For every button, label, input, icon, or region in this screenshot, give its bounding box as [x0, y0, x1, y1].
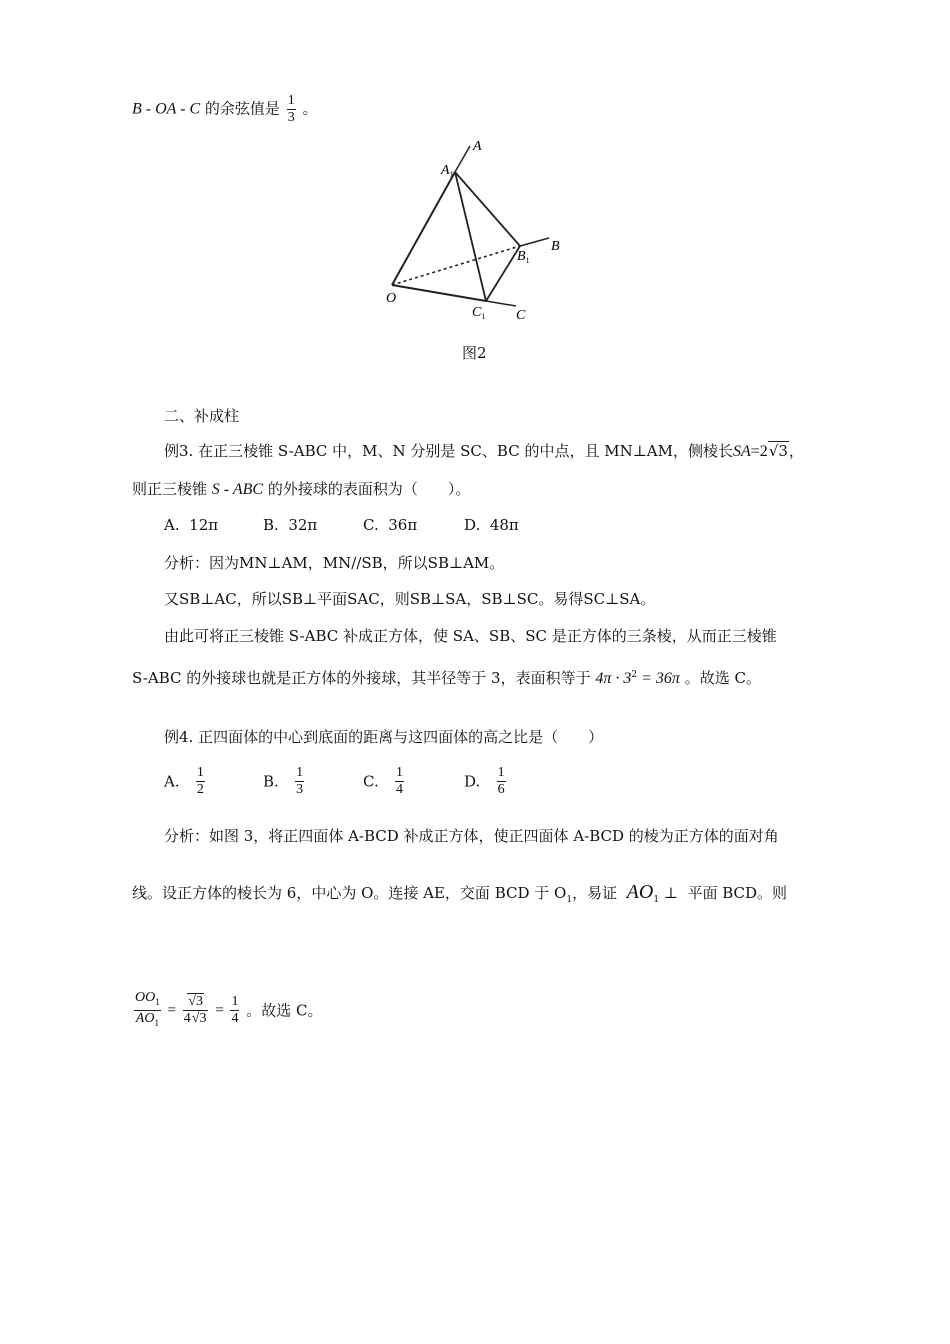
top-expr: B - OA - C	[132, 100, 201, 118]
example4-question: 例4. 正四面体的中心到底面的距离与这四面体的高之比是（ ）	[164, 728, 604, 746]
example4-analysis1: 分析：如图 3，将正四面体 A-BCD 补成正方体，使正四面体 A-BCD 的棱为正方体的面对角	[164, 827, 779, 845]
example3-option-D: D. 48π	[464, 516, 519, 534]
example3-option-C: C. 36π	[363, 516, 418, 534]
example4-option-D: D. $\frac{1}{6}$	[464, 765, 505, 797]
example4-analysis2: 线。设正方体的棱长为 6，中心为 O。连接 AE，交面 BCD 于 $O_1$，易证 $AO_1$ ⊥ 平面 BCD。则	[132, 881, 788, 905]
top-fraction: $\frac{1}{3}$	[287, 93, 295, 125]
top-text: 的余弦值是	[204, 99, 280, 118]
example3-line2: 则正三棱锥 S - ABC 的外接球的表面积为（ ）。	[132, 480, 471, 498]
edge-B1-B	[520, 238, 549, 246]
fraction-OO1-AO1: $\frac{OO_1}{AO_1}$	[135, 990, 160, 1028]
example4-option-A: A. $\frac{1}{2}$	[164, 765, 204, 797]
fraction-sqrt3-4sqrt3: $\frac{√3}{4√3}$	[183, 993, 207, 1026]
example3-option-B: B. 32π	[263, 516, 318, 534]
edge-A1-C1	[455, 172, 486, 301]
label-C1: $C_1$	[472, 305, 486, 321]
label-A: A	[473, 139, 482, 154]
example3-analysis2: 又SB⊥AC，所以SB⊥平面SAC，则SB⊥SA，SB⊥SC。易得SC⊥SA。	[164, 590, 656, 608]
fraction-1-4: $\frac{1}{4}$	[231, 993, 239, 1026]
figure-2-diagram	[0, 130, 950, 470]
example3-analysis4: S-ABC 的外接球也就是正方体的外接球，其半径等于 3，表面积等于 $4\pi \cdot 3^2 = 36\pi$ 。故选 C。	[132, 669, 761, 687]
label-B: B	[551, 239, 560, 254]
label-C: C	[516, 308, 526, 323]
top-line: B - OA - C 的余弦值是 $\frac{1}{3}$ 。	[132, 93, 318, 125]
example4-final: $\frac{OO_1}{AO_1}$ = $\frac{√3}{4√3}$ = $\frac{1}{4}$ 。故选 C。	[132, 990, 323, 1031]
label-A1: $A_1$	[441, 163, 454, 179]
figure-caption: 图2	[462, 344, 487, 362]
sqrt-3: √3	[768, 442, 788, 460]
example3-line1: 例3. 在正三棱锥 S-ABC 中，M、N 分别是 SC、BC 的中点，且 MN⊥AM，侧棱长SA=2√3，	[164, 442, 804, 460]
edge-O-C1	[392, 285, 486, 301]
example4-option-B: B. $\frac{1}{3}$	[263, 765, 304, 797]
example3-analysis1: 分析：因为MN⊥AM，MN//SB，所以SB⊥AM。	[164, 554, 505, 572]
edge-C1-C	[486, 301, 516, 306]
label-B1: $B_1$	[517, 249, 530, 265]
example3-option-A: A. 12π	[164, 516, 219, 534]
label-O: O	[386, 291, 397, 306]
edge-A1-A	[455, 146, 470, 172]
example3-analysis3: 由此可将正三棱锥 S-ABC 补成正方体，使 SA、SB、SC 是正方体的三条棱，从而正三棱锥	[164, 627, 777, 645]
section-heading: 二、补成柱	[164, 407, 240, 425]
example4-option-C: C. $\frac{1}{4}$	[363, 765, 404, 797]
